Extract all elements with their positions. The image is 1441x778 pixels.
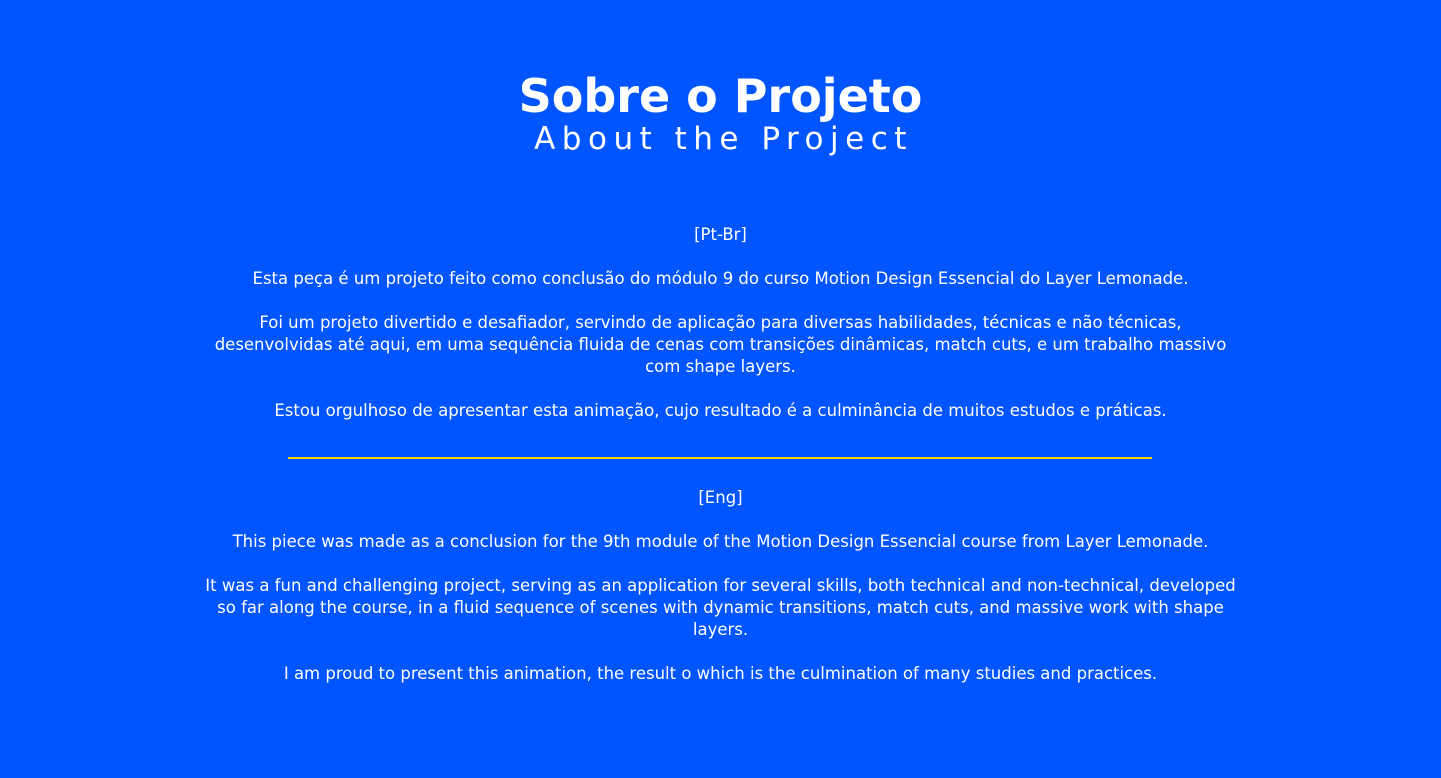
page-subtitle: About the Project [534,121,913,157]
page-title: Sobre o Projeto [518,69,923,123]
portuguese-section [200,224,1241,422]
paragraph: It was a fun and challenging project, serving as an application for several skills, both technical and non-technical, developed so far along the course, in a fluid sequence of scenes with dynamic transitions, match cuts, and massive work with shape layers. [205,576,1236,639]
section-language-tag: [Pt-Br] [694,225,747,244]
paragraph: I am proud to present this animation, the result o which is the culmination of many studies and practices. [283,664,1158,683]
section-divider [288,457,1152,459]
paragraph: Estou orgulhoso de apresentar esta animação, cujo resultado é a culminância de muitos estudos e práticas. [274,401,1167,420]
paragraph: Esta peça é um projeto feito como conclusão do módulo 9 do curso Motion Design Essencial do Layer Lemonade. [252,269,1189,288]
section-language-tag: [Eng] [698,488,743,507]
english-section [200,487,1241,685]
paragraph: Foi um projeto divertido e desafiador, servindo de aplicação para diversas habilidades, técnicas e não técnicas, desenvolvidas até aqui, em uma sequência fluida de cenas com transições dinâmicas, match cuts, e um trabalho massivo com shape layers. [214,313,1227,376]
paragraph: This piece was made as a conclusion for the 9th module of the Motion Design Essencial course from Layer Lemonade. [232,532,1209,551]
